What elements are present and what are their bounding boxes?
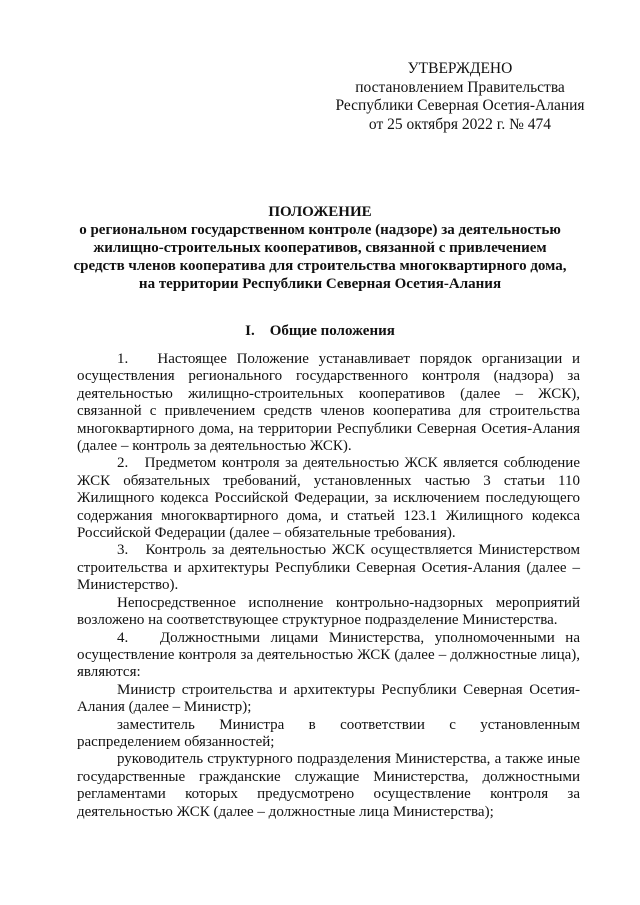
section-number: I. [245,323,255,339]
section-name: Общие положения [269,323,395,339]
approval-label: УТВЕРЖДЕНО [407,60,513,77]
document-title [60,203,580,293]
paragraph: заместитель Министра в соответствии с установленным распределением обязанностей; [77,716,580,750]
paragraph: руководитель структурного подразделения Министерства, а также иные государственные гражданские служащие Министерства, должностными регламентами которых предусмотрено осуществление контроля за деятельностью ЖСК (далее – должностные лица Министерства); [77,751,580,820]
approval-stamp [300,60,620,134]
paragraph: Министр строительства и архитектуры Республики Северная Осетия-Алания (далее – Министр); [77,681,580,716]
approval-republic: Республики Северная Осетия-Алания [335,97,585,114]
paragraph: 1. Настоящее Положение устанавливает порядок организации и осуществления регионального государственного контроля (надзора) за деятельностью жилищно-строительных кооперативов (далее – ЖСК), связанной с привлечением средств членов кооператива для строительства многоквартирного дома, на территории Республики Северная Осетия-Алания (далее – контроль за деятельностью ЖСК). [77,351,580,455]
title-line: о региональном государственном контроле (надзоре) за деятельностью [79,222,561,238]
paragraph: 4. Должностными лицами Министерства, уполномоченными на осуществление контроля за деятельностью ЖСК (далее – должностные лица), являются: [77,629,580,681]
paragraph: Непосредственное исполнение контрольно-надзорных мероприятий возложено на соответствующее структурное подразделение Министерства. [77,594,580,629]
section-heading [60,322,580,340]
document-body [77,351,580,821]
paragraph: 2. Предметом контроля за деятельностью ЖСК является соблюдение ЖСК обязательных требований, установленных частью 3 статьи 110 Жилищного кодекса Российской Федерации, за исключением последующего содержания многоквартирного дома, и статьей 123.1 Жилищного кодекса Российской Федерации (далее – обязательные требования). [77,455,580,542]
approval-date: от 25 октября 2022 г. № 474 [368,115,552,133]
title-line: жилищно-строительных кооперативов, связанной с привлечением [93,240,547,256]
approval-decree: постановлением Правительства [355,78,565,96]
paragraph: 3. Контроль за деятельностью ЖСК осуществляется Министерством строительства и архитектуры Республики Северная Осетия-Алания (далее – Министерство). [77,542,580,594]
title-line: средств членов кооператива для строительства многоквартирного дома, [73,258,567,274]
title-line: на территории Республики Северная Осетия-Алания [138,276,502,292]
document-heading: ПОЛОЖЕНИЕ [268,204,372,220]
